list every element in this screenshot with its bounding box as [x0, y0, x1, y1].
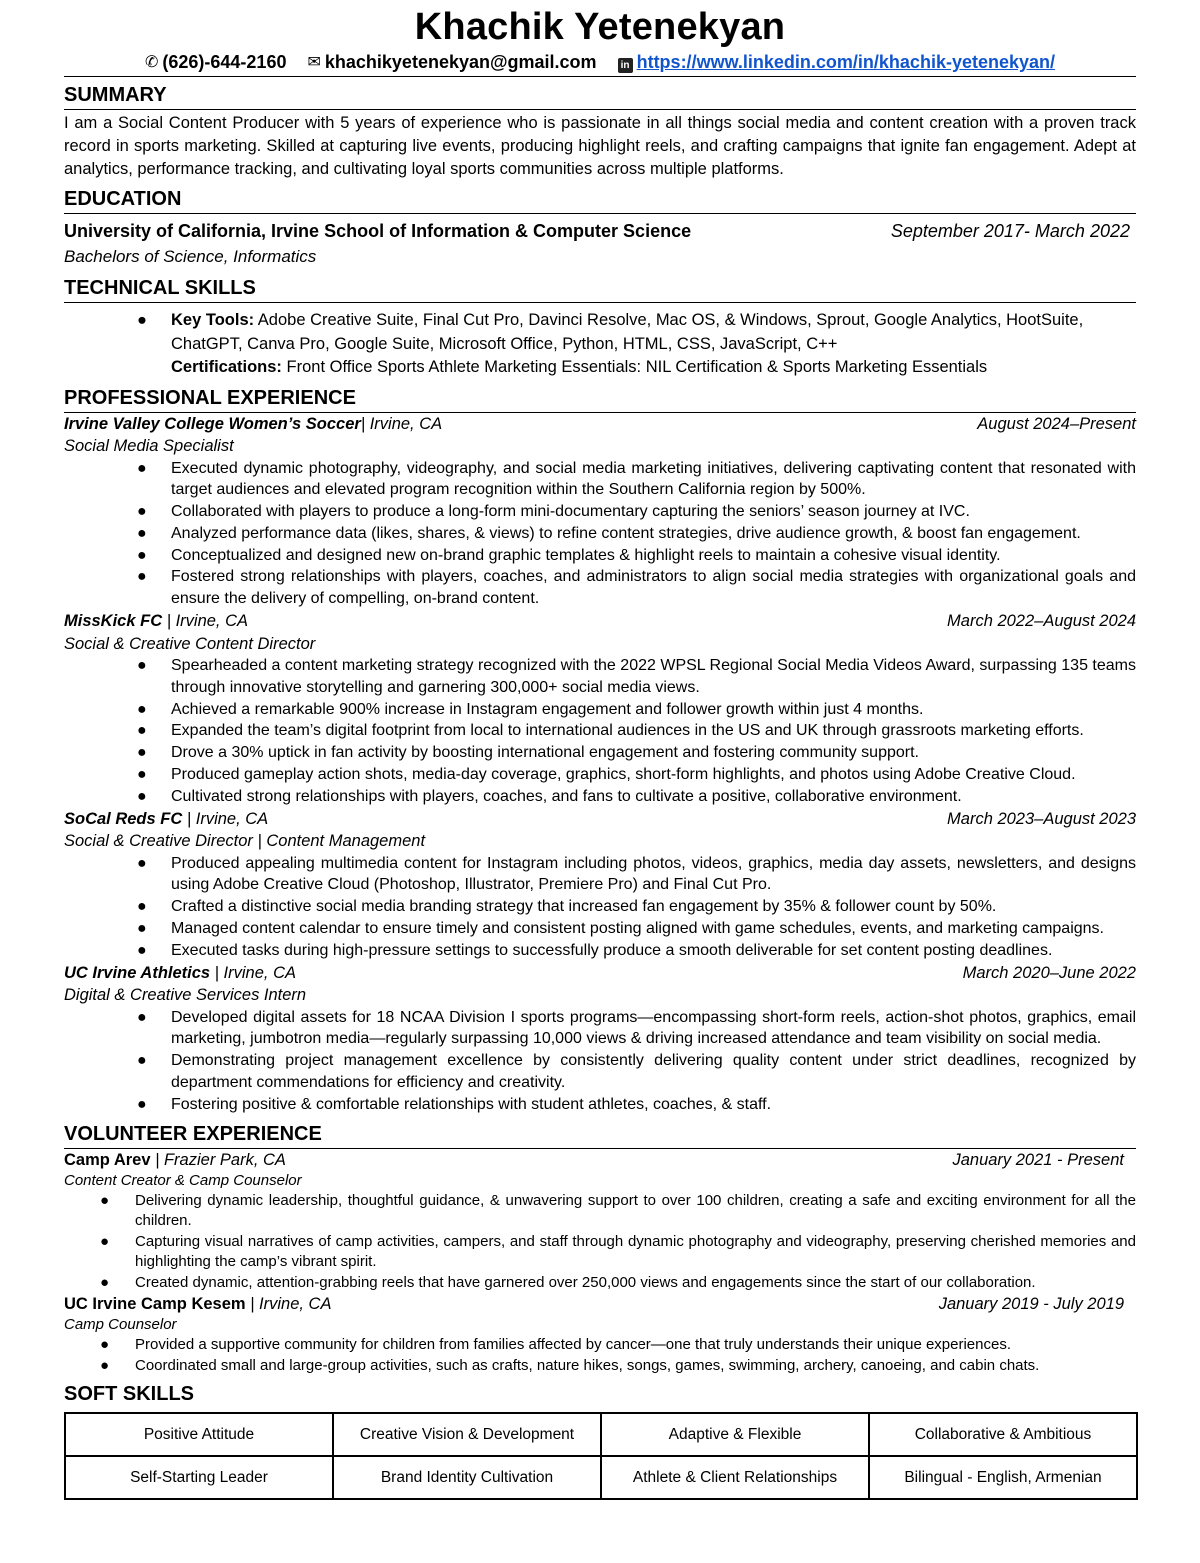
job-title: Social & Creative Content Director: [64, 634, 316, 653]
contact-line: [64, 50, 1136, 77]
soft-skills-heading: SOFT SKILLS: [64, 1383, 194, 1406]
volunteer-org-location: [64, 1293, 331, 1315]
volunteer-location: | Irvine, CA: [245, 1295, 332, 1314]
list-item: [137, 786, 1136, 808]
list-item: [137, 523, 1136, 545]
volunteer-dates: January 2019 - July 2019: [938, 1295, 1124, 1314]
job-bullets: [64, 655, 1136, 808]
bullet-icon: ●: [137, 311, 147, 329]
bullet-icon: ●: [137, 503, 147, 521]
table-row: [65, 1456, 1137, 1499]
table-row: [65, 1413, 1137, 1456]
bullet-text: Produced gameplay action shots, media-day coverage, graphics, short-form highlights, and photos using Adobe Creative Cloud.: [171, 766, 1076, 784]
job-dates: March 2020–June 2022: [962, 963, 1136, 982]
bullet-text: Demonstrating project management excellence by consistently delivering quality content under strict deadlines, recognized by department commendations for efficiency and creativity.: [171, 1052, 1136, 1092]
bullet-text: Expanded the team’s digital footprint from local to international audiences in the US and UK through grassroots marketing efforts.: [171, 722, 1084, 740]
job-title: Social & Creative Director | Content Management: [64, 832, 426, 851]
job-title: Social Media Specialist: [64, 437, 234, 455]
list-item: [100, 1191, 1136, 1232]
bullet-text: Fostered strong relationships with players, coaches, and administrators to align social media strategies with organizational goals and ensure the delivery of compelling, on-brand content.: [171, 568, 1136, 608]
volunteer-organization: UC Irvine Camp Kesem: [64, 1295, 246, 1314]
bullet-icon: ●: [137, 854, 147, 872]
list-item: [137, 566, 1136, 610]
bullet-text: Produced appealing multimedia content for Instagram including photos, videos, graphics, media day assets, newsletters, and designs using Adobe Creative Cloud (Photoshop, Illustrator, Premiere Pro) and Final Cut Pro.: [171, 854, 1136, 894]
bullet-text: Cultivated strong relationships with players, coaches, and fans to cultivate a positive, collaborative environment.: [171, 787, 962, 805]
summary-heading: SUMMARY: [64, 77, 1136, 110]
list-item: [100, 1335, 1136, 1356]
bullet-text: Created dynamic, attention-grabbing reels that have garnered over 250,000 views and engagements since the start of our collaboration.: [135, 1273, 1036, 1291]
candidate-name: Khachik Yetenekyan: [414, 6, 786, 48]
job-organization: UC Irvine Athletics: [64, 963, 211, 982]
job-organization: MissKick FC: [64, 612, 163, 631]
education-row: [64, 214, 1136, 244]
list-item: [137, 1007, 1136, 1051]
job-header: [64, 808, 1136, 831]
bullet-text: Conceptualized and designed new on-brand graphic templates & highlight reels to maintain a cohesive visual identity.: [171, 546, 1001, 564]
volunteer-heading: VOLUNTEER EXPERIENCE: [64, 1116, 1136, 1149]
volunteer-org-location: [64, 1149, 286, 1171]
bullet-text: Fostering positive & comfortable relationships with student athletes, coaches, & staff.: [171, 1095, 772, 1113]
list-item: [137, 458, 1136, 502]
volunteer-location: | Frazier Park, CA: [150, 1150, 286, 1169]
bullet-icon: ●: [100, 1273, 110, 1291]
bullet-icon: ●: [137, 787, 147, 805]
linkedin-link[interactable]: https://www.linkedin.com/in/khachik-yetenekyan/: [636, 52, 1056, 72]
bullet-text: Spearheaded a content marketing strategy recognized with the 2022 WPSL Regional Social Media Videos Award, surpassing 135 teams through innovative storytelling and garnering 300,000+ social media views.: [171, 657, 1136, 696]
list-item: [137, 742, 1136, 764]
soft-skill-cell: Creative Vision & Development: [333, 1413, 601, 1456]
bullet-text: Developed digital assets for 18 NCAA Division I sports programs—encompassing short-form reels, action-shot photos, graphics, email marketing, jumbotron media—regularly surpassing 10,000 views & driving increased attendance and team visibility on social media.: [171, 1008, 1136, 1048]
list-item: [137, 655, 1136, 699]
volunteer-title: Content Creator & Camp Counselor: [64, 1171, 302, 1189]
bullet-icon: ●: [100, 1356, 110, 1374]
list-item: [137, 853, 1136, 897]
bullet-icon: ●: [137, 459, 147, 477]
certifications-value: Front Office Sports Athlete Marketing Essentials: NIL Certification & Sports Marketing Essentials: [281, 358, 988, 376]
bullet-text: Executed dynamic photography, videography, and social media marketing initiatives, delivering captivating content that resonated with target audiences and elevated program recognition within the Southern California region by 500%.: [171, 459, 1136, 499]
job-dates: August 2024–Present: [977, 414, 1136, 433]
list-item: [137, 764, 1136, 786]
phone-contact: [145, 50, 287, 75]
phone-number: (626)-644-2160: [162, 52, 287, 72]
bullet-icon: ●: [137, 1095, 147, 1113]
education-dates: September 2017- March 2022: [890, 221, 1130, 241]
job-title: Digital & Creative Services Intern: [64, 986, 307, 1005]
soft-skills-table: [64, 1412, 1138, 1500]
bullet-text: Drove a 30% uptick in fan activity by boosting international engagement and fostering community support.: [171, 744, 919, 762]
job-bullets: [64, 458, 1136, 611]
job-bullets: [64, 853, 1136, 962]
volunteer-bullets: [64, 1335, 1136, 1376]
bullet-text: Capturing visual narratives of camp activities, campers, and staff through dynamic photography and videography, preserving cherished memories and highlighting the camp’s vibrant spirit.: [135, 1232, 1136, 1271]
job-organization: SoCal Reds FC: [64, 809, 183, 828]
phone-icon: ✆: [144, 54, 159, 71]
bullet-text: Coordinated small and large-group activities, such as crafts, nature hikes, songs, games, swimming, archery, canoeing, and cabin chats.: [135, 1356, 1040, 1374]
job-dates: March 2022–August 2024: [947, 612, 1136, 631]
volunteer-header: [64, 1293, 1136, 1315]
soft-skill-cell: Adaptive & Flexible: [601, 1413, 869, 1456]
bullet-icon: ●: [137, 898, 147, 916]
job-header: [64, 962, 1136, 985]
bullet-text: Executed tasks during high-pressure settings to successfully produce a smooth deliverable for set content posting deadlines.: [171, 941, 1053, 959]
key-tools-text: [171, 309, 1136, 380]
bullet-icon: ●: [137, 766, 147, 784]
list-item: [137, 940, 1136, 962]
bullet-icon: ●: [137, 920, 147, 938]
volunteer-title: Camp Counselor: [64, 1316, 177, 1334]
bullet-icon: ●: [137, 1052, 147, 1070]
soft-skill-cell: Positive Attitude: [65, 1413, 333, 1456]
list-item: [137, 720, 1136, 742]
job-location: | Irvine, CA: [162, 612, 249, 631]
bullet-icon: ●: [137, 700, 147, 718]
soft-skill-cell: Self-Starting Leader: [65, 1456, 333, 1499]
list-item: [137, 501, 1136, 523]
bullet-text: Crafted a distinctive social media branding strategy that increased fan engagement by 35% & follower count by 50%.: [171, 898, 997, 916]
linkedin-contact[interactable]: [618, 50, 1055, 74]
job-location: | Irvine, CA: [360, 414, 443, 433]
key-tools-value: Adobe Creative Suite, Final Cut Pro, Davinci Resolve, Mac OS, & Windows, Sprout, Google Analytics, HootSuite, ChatGPT, Canva Pro, Google Suite, Microsoft Office, Python, HTML, CSS, JavaScript, C++: [171, 311, 1084, 353]
soft-skill-cell: Brand Identity Cultivation: [333, 1456, 601, 1499]
key-tools-item: [137, 309, 1136, 380]
education-heading: EDUCATION: [64, 181, 1136, 214]
bullet-text: Analyzed performance data (likes, shares, & views) to refine content strategies, drive audience growth, & boost fan engagement.: [171, 524, 1081, 542]
email-address[interactable]: khachikyetenekyan@gmail.com: [324, 52, 597, 72]
list-item: [137, 918, 1136, 940]
key-tools-label: Key Tools:: [171, 311, 255, 329]
job-org-location: [64, 413, 442, 436]
volunteer-list: [64, 1149, 1136, 1377]
list-item: [100, 1232, 1136, 1273]
bullet-icon: ●: [137, 568, 147, 586]
linkedin-icon: in: [618, 58, 633, 73]
list-item: [100, 1356, 1136, 1377]
bullet-icon: ●: [137, 1008, 147, 1026]
education-school: University of California, Irvine School of Information & Computer Science: [64, 221, 692, 241]
list-item: [100, 1273, 1136, 1294]
summary-text: I am a Social Content Producer with 5 years of experience who is passionate in all things social media and content creation with a proven track record in sports marketing. Skilled at capturing live events, producing highlight reels, and crafting campaigns that ignite fan engagement. Adept at analytics, performance tracking, and cultivating loyal sports communities across multiple platforms.: [64, 114, 1136, 178]
soft-skill-cell: Athlete & Client Relationships: [601, 1456, 869, 1499]
bullet-icon: ●: [100, 1191, 110, 1209]
experience-heading: PROFESSIONAL EXPERIENCE: [64, 380, 1136, 413]
bullet-text: Achieved a remarkable 900% increase in Instagram engagement and follower growth within just 4 months.: [171, 700, 924, 718]
bullet-text: Delivering dynamic leadership, thoughtful guidance, & unwavering support to over 100 children, creating a safe and exciting environment for all the children.: [135, 1191, 1136, 1230]
job-header: [64, 413, 1136, 436]
job-location: | Irvine, CA: [210, 963, 296, 982]
job-dates: March 2023–August 2023: [947, 809, 1136, 828]
list-item: [137, 545, 1136, 567]
volunteer-dates: January 2021 - Present: [952, 1150, 1124, 1169]
bullet-text: Managed content calendar to ensure timely and consistent posting aligned with game schedules, events, and marketing campaigns.: [171, 920, 1104, 938]
bullet-icon: ●: [137, 722, 147, 740]
bullet-icon: ●: [137, 524, 147, 542]
volunteer-bullets: [64, 1191, 1136, 1294]
certifications-label: Certifications:: [171, 358, 282, 376]
bullet-icon: ●: [137, 941, 147, 959]
job-bullets: [64, 1007, 1136, 1116]
job-org-location: [64, 962, 296, 985]
job-org-location: [64, 808, 268, 831]
envelope-icon: ✉: [307, 54, 321, 71]
email-contact[interactable]: [307, 50, 596, 75]
bullet-icon: ●: [100, 1232, 110, 1250]
job-organization: Irvine Valley College Women’s Soccer: [64, 414, 361, 433]
technical-skills-heading: TECHNICAL SKILLS: [64, 270, 1136, 303]
education-degree: Bachelors of Science, Informatics: [64, 247, 317, 266]
soft-skill-cell: Bilingual - English, Armenian: [869, 1456, 1137, 1499]
list-item: [137, 1094, 1136, 1116]
job-header: [64, 610, 1136, 633]
volunteer-organization: Camp Arev: [64, 1150, 151, 1169]
job-org-location: [64, 610, 248, 633]
bullet-icon: ●: [100, 1336, 110, 1354]
list-item: [137, 896, 1136, 918]
job-location: | Irvine, CA: [182, 809, 269, 828]
volunteer-header: [64, 1149, 1136, 1171]
bullet-icon: ●: [137, 546, 147, 564]
bullet-icon: ●: [137, 744, 147, 762]
bullet-text: Collaborated with players to produce a long-form mini-documentary capturing the seniors’ season journey at IVC.: [171, 503, 970, 521]
soft-skill-cell: Collaborative & Ambitious: [869, 1413, 1137, 1456]
technical-skills-block: [64, 303, 1136, 380]
experience-list: [64, 413, 1136, 1116]
list-item: [137, 699, 1136, 721]
bullet-text: Provided a supportive community for children from families affected by cancer—one that truly understands their unique experiences.: [135, 1336, 1012, 1354]
bullet-icon: ●: [137, 657, 147, 675]
list-item: [137, 1050, 1136, 1094]
